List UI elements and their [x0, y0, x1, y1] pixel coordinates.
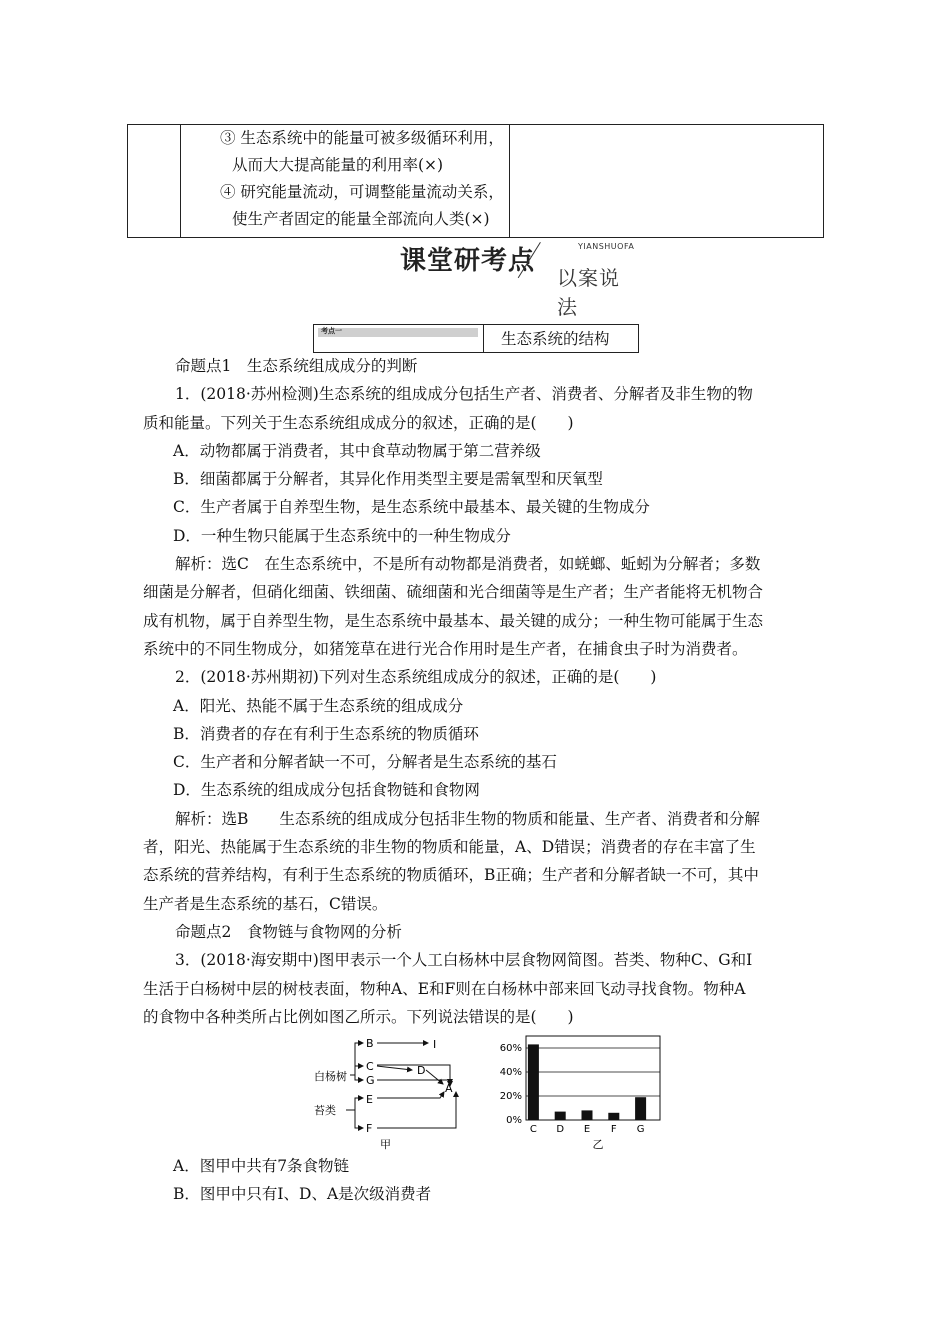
section2-heading: 命题点2 食物链与食物网的分析 — [175, 922, 402, 941]
topic-divider — [483, 325, 484, 352]
q1-option-a: A．动物都属于消费者，其中食草动物属于第二营养级 — [173, 441, 541, 460]
statement-4-line1: ④ 研究能量流动，可调整能量流动关系， — [220, 183, 504, 201]
q1-analysis-line3: 成有机物，属于自养型生物，是生态系统中最基本、最关键的成分；一种生物可能属于生态 — [143, 611, 764, 630]
node-tailei: 苔类 — [314, 1104, 336, 1117]
q3-option-a: A．图甲中共有7条食物链 — [173, 1157, 350, 1175]
q2-analysis-line1: 解析：选B 生态系统的组成成分包括非生物的物质和能量、生产者、消费者和分解 — [175, 809, 760, 828]
chart-bar-g — [635, 1097, 646, 1120]
q3-stem-line3: 的食物中各种类所占比例如图乙所示。下列说法错误的是( ) — [143, 1007, 574, 1026]
q1-analysis-line4: 系统中的不同生物成分，如猪笼草在进行光合作用时是生产者，在捕食虫子时为消费者。 — [143, 639, 748, 658]
chart-bar-d — [555, 1112, 566, 1120]
q2-stem: 2．(2018·苏州期初)下列对生态系统组成成分的叙述，正确的是( ) — [175, 668, 657, 687]
node-b: B — [366, 1037, 374, 1050]
section1-heading: 命题点1 生态系统组成成分的判断 — [175, 357, 418, 375]
q2-analysis-line4: 生产者是生态系统的基石，C错误。 — [143, 894, 388, 913]
continuation-table — [127, 124, 824, 238]
chart-x-tick-label: F — [610, 1124, 617, 1135]
q3-option-b: B．图甲中只有I、D、A是次级消费者 — [173, 1185, 432, 1204]
figure-area — [300, 1028, 680, 1152]
food-web-arrows — [346, 1043, 456, 1128]
chart-y-tick-label: 20% — [499, 1091, 522, 1102]
topic-tag — [318, 328, 478, 337]
banner-subtitle-en: YIANSHUOFA — [578, 242, 635, 251]
chart-y-tick-label: 40% — [499, 1067, 522, 1078]
q2-option-d: D．生态系统的组成成分包括食物链和食物网 — [173, 781, 480, 800]
q1-option-c: C．生产者属于自养型生物，是生态系统中最基本、最关键的生物成分 — [173, 498, 650, 517]
q2-option-b: B．消费者的存在有利于生态系统的物质循环 — [173, 724, 479, 743]
q2-option-c: C．生产者和分解者缺一不可，分解者是生态系统的基石 — [173, 753, 557, 772]
topic-header-box — [313, 324, 639, 353]
section-banner — [400, 240, 640, 319]
chart-bar-f — [608, 1113, 619, 1120]
q3-stem-line1: 3．(2018·海安期中)图甲表示一个人工白杨林中层食物网简图。苔类、物种C、G和I — [175, 951, 753, 970]
q2-analysis-line3: 态系统的营养结构，有利于生态系统的物质循环，B正确；生产者和分解者缺一不可，其中 — [143, 866, 759, 885]
q1-option-b: B．细菌都属于分解者，其异化作用类型主要是需氧型和厌氧型 — [173, 470, 603, 489]
chart-x-tick-label: G — [636, 1124, 645, 1135]
chart-y-tick-label: 0% — [506, 1115, 522, 1126]
node-g: G — [366, 1074, 375, 1087]
node-c: C — [366, 1060, 374, 1073]
table-column-divider — [509, 125, 510, 237]
chart-x-tick-label: D — [556, 1124, 565, 1135]
q1-analysis-line2: 细菌是分解者，但硝化细菌、铁细菌、硫细菌和光合细菌等是生产者；生产者能将无机物合 — [143, 583, 764, 602]
food-web-diagram — [300, 1028, 470, 1152]
q1-stem-line1: 1．(2018·苏州检测)生态系统的组成成分包括生产者、消费者、分解者及非生物的物 — [175, 385, 753, 404]
chart-bar-e — [582, 1110, 593, 1120]
statement-3-line2: 从而大大提高能量的利用率(×) — [232, 156, 444, 174]
chart-x-tick-label: C — [529, 1124, 537, 1135]
q2-analysis-line2: 者，阳光、热能属于生态系统的非生物的物质和能量，A、D错误；消费者的存在丰富了生 — [143, 838, 756, 857]
chart-caption-yi: 乙 — [592, 1138, 604, 1151]
node-baiyangshu: 白杨树 — [314, 1070, 347, 1083]
topic-tag-label: 考点一 — [321, 327, 342, 335]
node-i: I — [433, 1038, 437, 1051]
node-f: F — [366, 1122, 373, 1135]
q1-stem-line2: 质和能量。下列关于生态系统组成成分的叙述，正确的是( ) — [143, 413, 574, 432]
banner-title: 课堂研考点 — [400, 246, 536, 276]
q3-options — [143, 1152, 815, 1209]
q1-analysis-line1: 解析：选C 在生态系统中，不是所有动物都是消费者，如蜣螂、蚯蚓为分解者；多数 — [175, 555, 761, 574]
chart-bar-c — [528, 1044, 539, 1120]
topic-title: 生态系统的结构 — [501, 330, 610, 348]
diagram-caption-jia: 甲 — [380, 1138, 391, 1151]
statement-3-line1: ③ 生态系统中的能量可被多级循环利用， — [220, 129, 504, 147]
node-a: A — [445, 1082, 453, 1095]
banner-subtitle-cn: 以案说法 — [557, 266, 620, 319]
node-d: D — [417, 1064, 426, 1077]
statement-4-line2: 使生产者固定的能量全部流向人类(×) — [232, 210, 490, 228]
chart-x-tick-label: E — [583, 1124, 591, 1135]
section1-body — [143, 352, 815, 1031]
table-cell-statements — [188, 125, 506, 233]
node-e: E — [366, 1093, 373, 1106]
q1-option-d: D．一种生物只能属于生态系统中的一种生物成分 — [173, 526, 511, 545]
table-column-divider — [180, 125, 181, 237]
q3-stem-line2: 生活于白杨树中层的树枝表面，物种A、E和F则在白杨林中部来回飞动寻找食物。物种A — [143, 979, 746, 998]
bar-chart-yi — [496, 1028, 676, 1152]
q2-option-a: A．阳光、热能不属于生态系统的组成成分 — [173, 696, 464, 715]
chart-y-tick-label: 60% — [499, 1043, 522, 1054]
